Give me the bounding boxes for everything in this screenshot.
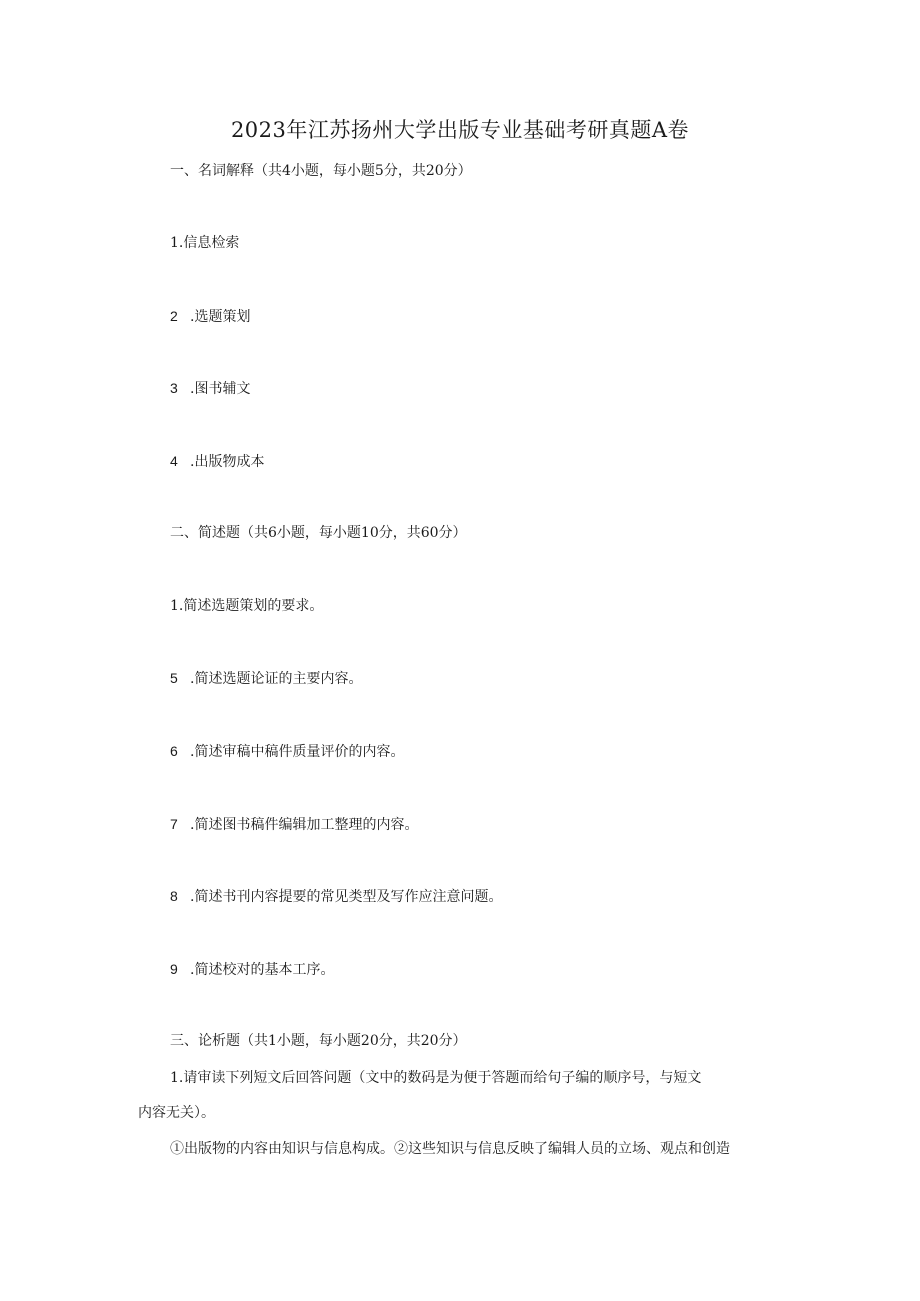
item-number: 6: [170, 743, 178, 759]
section1-item-1: [170, 233, 239, 253]
item-text: .简述书刊内容提要的常见类型及写作应注意问题。: [190, 889, 503, 905]
document-title: 2023年江苏扬州大学出版专业基础考研真题A卷: [230, 118, 690, 142]
item-text: .简述图书稿件编辑加工整理的内容。: [190, 817, 419, 833]
section1-heading: 一、名词解释（共4小题，每小题5分，共20分）: [170, 163, 472, 179]
section2-item-6: [170, 741, 404, 762]
section1-item-4: [170, 451, 264, 472]
section1-item-2: [170, 306, 250, 327]
section2-item-1: [170, 596, 323, 616]
item-text: 信息检索: [183, 235, 240, 251]
section1-item-3: [170, 378, 250, 399]
section3-question-line2: 内容无关）。: [138, 1105, 215, 1121]
section2-item-9: [170, 959, 334, 980]
section2-heading: 二、简述题（共6小题，每小题10分，共60分）: [170, 525, 467, 541]
item-text: .选题策划: [190, 309, 251, 325]
item-number: 9: [170, 961, 178, 977]
item-text: .简述选题论证的主要内容。: [190, 671, 363, 687]
section2-item-7: [170, 814, 418, 835]
item-text: .简述校对的基本工序。: [190, 962, 335, 978]
item-text: .图书辅文: [190, 381, 251, 397]
item-text: .简述审稿中稿件质量评价的内容。: [190, 744, 405, 760]
section3-heading: 三、论析题（共1小题，每小题20分，共20分）: [170, 1033, 467, 1049]
item-number: 1.: [170, 598, 184, 614]
item-number: 2: [170, 308, 178, 324]
item-number: 5: [170, 670, 178, 686]
item-text: 简述选题策划的要求。: [183, 598, 324, 614]
item-number: 3: [170, 380, 178, 396]
item-text: .出版物成本: [190, 454, 265, 470]
item-number: 1.: [170, 235, 184, 251]
section2-item-8: [170, 886, 502, 907]
section3-passage-line1: ①出版物的内容由知识与信息构成。②这些知识与信息反映了编辑人员的立场、观点和创造: [170, 1141, 730, 1157]
section3-question-line1: 1.请审读下列短文后回答问题（文中的数码是为便于答题而给句子编的顺序号，与短文: [170, 1070, 702, 1086]
item-number: 4: [170, 453, 178, 469]
item-number: 7: [170, 816, 178, 832]
item-number: 8: [170, 888, 178, 904]
section2-item-5: [170, 668, 362, 689]
